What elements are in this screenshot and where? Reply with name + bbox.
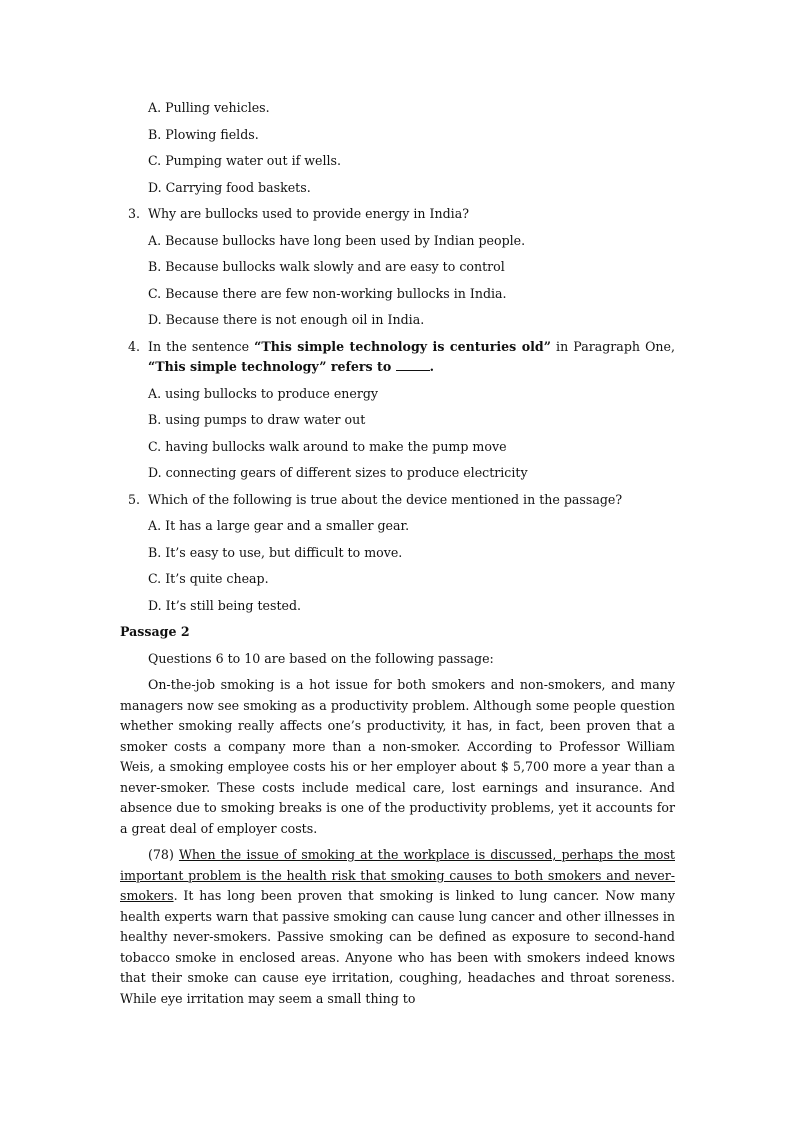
- passage-intro: Questions 6 to 10 are based on the following passage:: [148, 650, 494, 666]
- question-number: 5.: [127, 491, 140, 507]
- exam-page: [120, 98, 675, 1015]
- passage-paragraph-1: On-the-job smoking is a hot issue for both smokers and non-smokers, and many managers now see smoking as a productivity problem. Although some people question whether smoking really affects one’s productivity, it has, in fact, been proven that a smoker costs a company more than a non-smoker. According to Professor William Weis, a smoking employee costs his or her employer about $ 5,700 more a year than a never-smoker. These costs include medical care, lost earnings and insurance. And absence due to smoking breaks is one of the productivity problems, yet it accounts for a great deal of employer costs.: [120, 677, 675, 836]
- question-3: [120, 204, 675, 331]
- question-number: 3.: [127, 206, 140, 221]
- paragraph-2-rest: . It has long been proven that smoking is linked to lung cancer. Now many health experts warn that passive smoking can cause lung cancer and other illnesses in healthy never-smokers. Passive smoking can be defined as exposure to second-hand tobacco smoke in enclosed areas. Anyone who has been with smokers indeed knows that their smoke can cause eye irritation, coughing, headaches and throat soreness. While eye irritation may seem a small thing to: [120, 888, 675, 1006]
- option-2c: C. Pumping water out if wells.: [148, 153, 342, 168]
- option-2a: A. Pulling vehicles.: [148, 100, 270, 115]
- underlined-sentence: When the issue of smoking at the workplace is discussed, perhaps the most important problem is the health risk that smoking causes to both smokers and never-smokers: [120, 847, 675, 903]
- option-4d: D. connecting gears of different sizes to produce electricity: [148, 465, 528, 480]
- option-3c: C. Because there are few non-working bullocks in India.: [148, 285, 507, 301]
- question-text-pre: In the sentence: [148, 338, 255, 354]
- option-4b: B. using pumps to draw water out: [148, 412, 366, 427]
- question-text-end: .: [429, 359, 435, 374]
- question-2-options: [120, 98, 675, 198]
- passage-paragraph-2: [120, 845, 675, 1009]
- quoted-sentence: “This simple technology is centuries old”: [254, 338, 551, 354]
- option-5c: C. It’s quite cheap.: [148, 571, 269, 586]
- option-4c: C. having bullocks walk around to make the pump move: [148, 438, 507, 454]
- question-5-stem: [120, 490, 675, 511]
- question-4-stem: [120, 337, 675, 378]
- answer-blank: [396, 358, 430, 371]
- quoted-phrase: “This simple technology”: [148, 359, 327, 374]
- passage-heading: Passage 2: [120, 624, 190, 639]
- question-3-stem: [120, 204, 675, 225]
- option-2d: D. Carrying food baskets.: [148, 179, 311, 195]
- question-text: Why are bullocks used to provide energy in India?: [148, 206, 469, 221]
- passage-2: [120, 622, 675, 1009]
- question-4: [120, 337, 675, 484]
- option-3a: A. Because bullocks have long been used by Indian people.: [148, 232, 526, 248]
- question-number: 4.: [127, 338, 140, 354]
- question-5: [120, 490, 675, 617]
- question-text-mid: in Paragraph One,: [550, 338, 675, 354]
- option-5a: A. It has a large gear and a smaller gear.: [148, 518, 410, 533]
- option-5d: D. It’s still being tested.: [148, 597, 302, 613]
- question-text-post: refers to: [326, 359, 396, 374]
- sentence-label: (78): [148, 847, 179, 862]
- option-2b: B. Plowing fields.: [148, 126, 259, 142]
- question-text: [148, 337, 675, 378]
- option-3d: D. Because there is not enough oil in India.: [148, 312, 425, 327]
- question-text: Which of the following is true about the device mentioned in the passage?: [148, 491, 623, 507]
- option-5b: B. It’s easy to use, but difficult to move.: [148, 544, 403, 560]
- option-4a: A. using bullocks to produce energy: [148, 385, 379, 401]
- option-3b: B. Because bullocks walk slowly and are easy to control: [148, 259, 505, 274]
